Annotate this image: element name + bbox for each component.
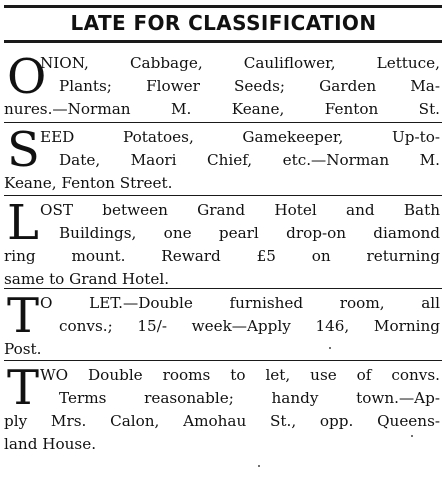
- ad-divider: [4, 122, 442, 123]
- ad-line: Keane, Fenton Street.: [4, 174, 173, 192]
- ad-lost: [4, 195, 442, 292]
- ad-line: ring mount. Reward £5 on returning: [4, 247, 440, 265]
- ad-divider: [4, 360, 442, 361]
- drop-cap: L: [7, 195, 39, 251]
- ad-divider: [4, 195, 442, 196]
- ad-to-let: [4, 288, 442, 362]
- top-rule: [4, 5, 442, 8]
- ad-line: Terms reasonable; handy town.—Ap-: [59, 389, 440, 407]
- ad-seed-potatoes: [4, 122, 442, 196]
- ad-line: EED Potatoes, Gamekeeper, Up-to-: [40, 128, 440, 146]
- ad-line: OST between Grand Hotel and Bath: [40, 201, 440, 219]
- print-speck: [411, 435, 413, 437]
- section-heading: LATE FOR CLASSIFICATION: [70, 11, 377, 35]
- print-speck: [258, 465, 260, 467]
- print-speck: [329, 347, 331, 349]
- ad-divider: [4, 288, 442, 289]
- ad-line: ply Mrs. Calon, Amohau St., opp. Queens-: [4, 412, 440, 430]
- ad-line: Plants; Flower Seeds; Garden Ma-: [59, 77, 440, 95]
- heading-rule: [4, 40, 442, 43]
- ad-line: O LET.—Double furnished room, all: [40, 294, 440, 312]
- ad-two-rooms: [4, 360, 442, 457]
- ad-line: Post.: [4, 340, 42, 358]
- ad-onion: [4, 49, 442, 122]
- ad-line: NION, Cabbage, Cauliflower, Lettuce,: [40, 54, 440, 72]
- drop-cap: S: [7, 122, 40, 178]
- ad-line: convs.; 15/- week—Apply 146, Morning: [59, 317, 440, 335]
- drop-cap: T: [7, 360, 40, 416]
- ad-line: Buildings, one pearl drop-on diamond: [59, 224, 440, 242]
- ad-line: nures.—Norman M. Keane, Fenton St.: [4, 100, 440, 118]
- ad-line: same to Grand Hotel.: [4, 270, 170, 288]
- drop-cap: T: [7, 288, 40, 344]
- ad-line: WO Double rooms to let, use of convs.: [40, 366, 440, 384]
- ad-line: land House.: [4, 435, 97, 453]
- drop-cap: O: [7, 49, 47, 105]
- ad-line: Date, Maori Chief, etc.—Norman M.: [59, 151, 440, 169]
